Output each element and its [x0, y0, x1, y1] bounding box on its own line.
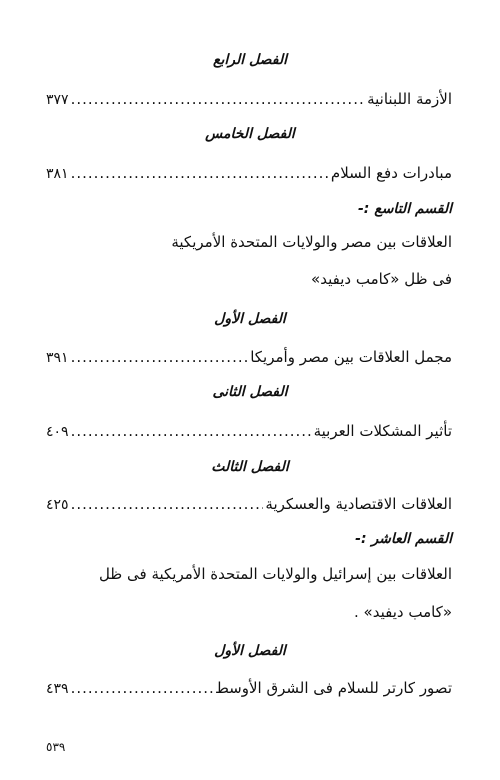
leader-dots [71, 422, 312, 440]
part-title-line-2: «كامب ديفيد» . [354, 603, 452, 621]
toc-entry [46, 160, 452, 182]
page-number: ٥٣٩ [46, 740, 66, 754]
toc-entry-title: مبادرات دفع السلام [330, 164, 452, 182]
part-heading: القسم التاسع :- [357, 201, 452, 217]
toc-entry-title: تصور كارتر للسلام فى الشرق الأوسط [214, 679, 452, 697]
toc-entry [46, 86, 452, 108]
leader-dots [71, 495, 264, 513]
leader-dots [71, 90, 366, 108]
leader-dots [71, 679, 213, 697]
chapter-heading: الفصل الخامس [205, 126, 295, 142]
toc-entry-page: ٣٧٧ [46, 92, 69, 108]
chapter-heading: الفصل الثانى [212, 384, 288, 400]
toc-entry-page: ٤٠٩ [46, 424, 69, 440]
leader-dots [71, 164, 329, 182]
toc-entry [46, 418, 452, 440]
toc-entry-title: الأزمة اللبنانية [367, 90, 452, 108]
toc-entry-title: العلاقات الاقتصادية والعسكرية [265, 495, 452, 513]
toc-entry-page: ٣٩١ [46, 350, 69, 366]
chapter-heading: الفصل الأول [214, 311, 286, 327]
part-title-line-2: فى ظل «كامب ديفيد» [311, 270, 452, 288]
toc-entry [46, 491, 452, 513]
chapter-heading: الفصل الثالث [211, 459, 289, 475]
toc-entry [46, 675, 452, 697]
chapter-heading: الفصل الرابع [213, 52, 287, 68]
toc-entry-title: تأثير المشكلات العربية [313, 422, 452, 440]
toc-entry-page: ٤٢٥ [46, 497, 69, 513]
chapter-heading: الفصل الأول [214, 643, 286, 659]
toc-entry-page: ٤٣٩ [46, 681, 69, 697]
part-heading: القسم العاشر :- [355, 531, 452, 547]
part-title-line-1: العلاقات بين إسرائيل والولايات المتحدة الأمريكية فى ظل [98, 565, 452, 583]
toc-entry [46, 344, 452, 366]
toc-entry-title: مجمل العلاقات بين مصر وأمريكا [250, 348, 452, 366]
leader-dots [71, 348, 249, 366]
toc-entry-page: ٣٨١ [46, 166, 69, 182]
part-title-line-1: العلاقات بين مصر والولايات المتحدة الأمريكية [171, 233, 452, 251]
